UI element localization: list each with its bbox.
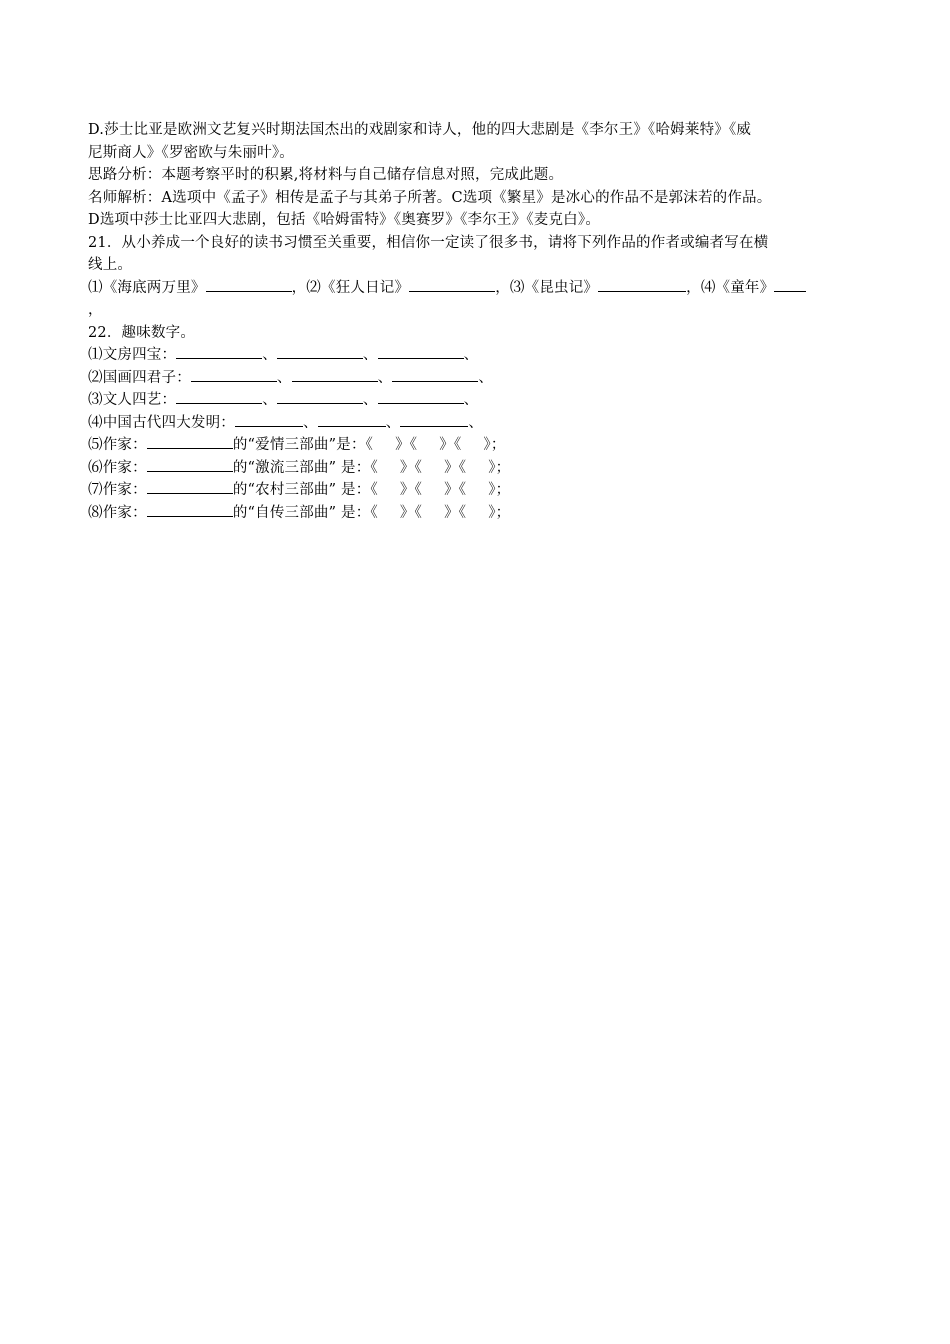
writer-prefix: ⑹作家：	[88, 459, 147, 476]
q21-item-3-label: ，⑶《昆虫记》	[495, 279, 599, 296]
q21-item-1-label: ⑴《海底两万里》	[88, 279, 206, 296]
q22-item-2-label: ⑵国画四君子：	[88, 369, 191, 386]
line-end: ；	[490, 437, 506, 453]
separator: 、	[385, 414, 401, 431]
q22-writer-3	[88, 479, 888, 502]
answer-blank[interactable]	[235, 412, 303, 427]
book-title-close: 》	[444, 482, 459, 498]
trilogy-label: 的“爱情三部曲”是：	[232, 437, 366, 453]
book-title-open: 《	[458, 459, 467, 476]
separator: 、	[463, 392, 479, 408]
q21-answer-blank-4[interactable]	[774, 277, 806, 292]
answer-blank[interactable]	[176, 389, 262, 404]
q22-stem: 22．趣味数字。	[88, 324, 196, 341]
answer-blank[interactable]	[318, 412, 386, 427]
book-title-open: 《	[414, 504, 423, 521]
writer-answer-blank[interactable]	[147, 502, 233, 517]
q21-stem-line-2: 线上。	[88, 257, 133, 273]
writer-answer-blank[interactable]	[147, 434, 233, 449]
separator: 、	[262, 392, 277, 408]
writer-answer-blank[interactable]	[147, 479, 233, 494]
book-title-open: 《	[370, 482, 378, 498]
separator: 、	[377, 369, 393, 386]
line-end: ；	[495, 459, 511, 476]
answer-blank[interactable]	[277, 389, 363, 404]
trilogy-label: 的“激流三部曲” 是：	[232, 459, 371, 476]
book-title-open: 《	[458, 504, 467, 521]
answer-blank[interactable]	[392, 367, 478, 382]
book-title-open: 《	[365, 437, 374, 453]
separator: 、	[276, 369, 292, 386]
book-title-close: 》	[483, 437, 491, 453]
answer-blank[interactable]	[176, 344, 262, 359]
q21-answer-blank-2[interactable]	[409, 277, 495, 292]
separator: 、	[362, 392, 378, 408]
q22-writer-4	[88, 502, 888, 525]
trilogy-label: 的“自传三部曲” 是：	[232, 504, 371, 521]
book-title-close: 》	[395, 437, 410, 453]
document-page	[88, 119, 888, 524]
book-title-open: 《	[370, 504, 378, 521]
separator: 、	[468, 414, 484, 431]
q22-item-3	[88, 389, 888, 412]
q21-items	[88, 277, 888, 300]
writer-prefix: ⑻作家：	[88, 504, 147, 521]
answer-blank[interactable]	[378, 389, 464, 404]
answer-blank[interactable]	[191, 367, 277, 382]
book-title-close: 》	[488, 459, 496, 476]
writer-prefix: ⑺作家：	[88, 482, 147, 498]
book-title-open: 《	[414, 459, 423, 476]
book-title-open: 《	[409, 437, 418, 453]
separator: 、	[478, 369, 494, 386]
q22-item-4-label: ⑷中国古代四大发明：	[88, 414, 235, 431]
book-title-close: 》	[488, 482, 496, 498]
answer-blank[interactable]	[292, 367, 378, 382]
q22-item-2	[88, 367, 888, 390]
teacher-analysis-line-2: D选项中莎士比亚四大悲剧，包括《哈姆雷特》《奥赛罗》《李尔王》《麦克白》。	[88, 212, 601, 228]
book-title-close: 》	[399, 482, 415, 498]
book-title-open: 《	[458, 482, 467, 498]
q21-item-4-label: ，⑷《童年》	[686, 279, 775, 296]
q21-answer-blank-1[interactable]	[206, 277, 292, 292]
separator: 、	[362, 347, 378, 363]
q22-item-1-label: ⑴文房四宝：	[88, 347, 177, 363]
book-title-close: 》	[444, 459, 459, 476]
book-title-close: 》	[439, 437, 454, 453]
q22-writer-2	[88, 457, 888, 480]
q22-item-1	[88, 344, 888, 367]
separator: 、	[303, 414, 318, 431]
writer-answer-blank[interactable]	[147, 457, 233, 472]
book-title-close: 》	[488, 504, 496, 521]
q22-item-4	[88, 412, 888, 435]
line-end: ；	[495, 504, 511, 521]
q22-writer-1	[88, 434, 888, 457]
book-title-close: 》	[399, 459, 415, 476]
writer-prefix: ⑸作家：	[88, 437, 147, 453]
book-title-open: 《	[370, 459, 378, 476]
book-title-close: 》	[444, 504, 459, 521]
q22-item-3-label: ⑶文人四艺：	[88, 392, 177, 408]
q21-item-2-label: ，⑵《狂人日记》	[291, 279, 410, 296]
book-title-open: 《	[453, 437, 462, 453]
book-title-close: 》	[399, 504, 415, 521]
answer-blank[interactable]	[277, 344, 363, 359]
q21-trail: ，	[88, 302, 103, 318]
answer-blank[interactable]	[400, 412, 468, 427]
separator: 、	[463, 347, 479, 363]
option-d-line-2: 尼斯商人》《罗密欧与朱丽叶》。	[88, 144, 294, 161]
answer-blank[interactable]	[378, 344, 464, 359]
line-end: ；	[495, 482, 511, 498]
book-title-open: 《	[414, 482, 423, 498]
thinking-analysis: 思路分析：本题考察平时的积累,将材料与自己储存信息对照，完成此题。	[88, 167, 564, 183]
q21-answer-blank-3[interactable]	[598, 277, 686, 292]
q21-stem-line-1: 21．从小养成一个良好的读书习惯至关重要，相信你一定读了很多书，请将下列作品的作者或编者写在横	[88, 234, 769, 251]
option-d-line-1: D.莎士比亚是欧洲文艺复兴时期法国杰出的戏剧家和诗人，他的四大悲剧是《李尔王》《哈姆莱特》《威	[88, 122, 752, 138]
teacher-analysis-line-1: 名师解析：A选项中《孟子》相传是孟子与其弟子所著。C选项《繁星》是冰心的作品不是郭沫若的作品。	[88, 189, 772, 206]
separator: 、	[262, 347, 277, 363]
trilogy-label: 的“农村三部曲” 是：	[232, 482, 371, 498]
